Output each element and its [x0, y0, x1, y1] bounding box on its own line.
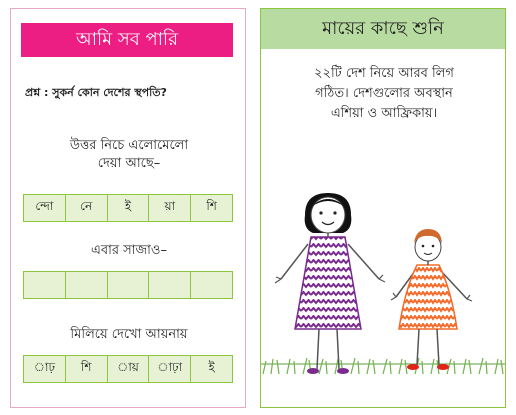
- right-text-line1: ২২টি দেশ নিয়ে আরব লিগ: [314, 66, 454, 81]
- answer-cell[interactable]: [191, 272, 232, 298]
- left-card: [10, 8, 246, 408]
- right-card: [260, 8, 506, 408]
- scrambled-row: [23, 194, 233, 222]
- arrange-label: এবার সাজাও–: [90, 243, 167, 258]
- left-title: আমি সব পারি: [21, 23, 233, 57]
- question-text: প্রশ্ন : সুকর্ন কোন দেশের স্থপতি?: [25, 86, 167, 99]
- mirrored-cell: ই: [208, 360, 215, 374]
- right-text: [277, 64, 491, 124]
- answer-cell[interactable]: [24, 272, 66, 298]
- right-title: মায়ের কাছে শুনি: [261, 9, 505, 49]
- scrambled-cell: শি: [206, 199, 217, 213]
- mirrored-cell: াঢ়: [24, 356, 66, 382]
- answer-row[interactable]: [23, 271, 233, 299]
- mirrored-cell: ায়: [108, 356, 150, 382]
- mother-figure: [275, 193, 385, 374]
- answer-note-line1: উত্তর নিচে এলোমেলো: [69, 138, 189, 153]
- answer-cell[interactable]: [66, 272, 108, 298]
- child-figure: [391, 229, 472, 370]
- grass-blades: [263, 358, 503, 374]
- scrambled-cell: ন্দো: [24, 195, 66, 221]
- scrambled-cell: য়া: [149, 195, 191, 221]
- answer-note-line2: দেয়া আছে–: [97, 156, 161, 171]
- answer-note: [31, 137, 227, 173]
- scrambled-cell: নে: [66, 195, 108, 221]
- right-text-line3: এশিয়া ও আফ্রিকায়।: [330, 106, 438, 121]
- mother-child-illustration: [261, 179, 505, 407]
- mirror-label: মিলিয়ে দেখো আয়নায়: [70, 327, 188, 342]
- mirrored-cell: াঢ়া: [149, 356, 191, 382]
- scrambled-cell: ই: [108, 195, 150, 221]
- right-text-line2: গঠিত। দেশগুলোর অবস্থান: [315, 86, 453, 101]
- answer-cell[interactable]: [108, 272, 150, 298]
- mirrored-cell: শি: [66, 356, 108, 382]
- answer-cell[interactable]: [149, 272, 191, 298]
- mirrored-row: [23, 355, 233, 383]
